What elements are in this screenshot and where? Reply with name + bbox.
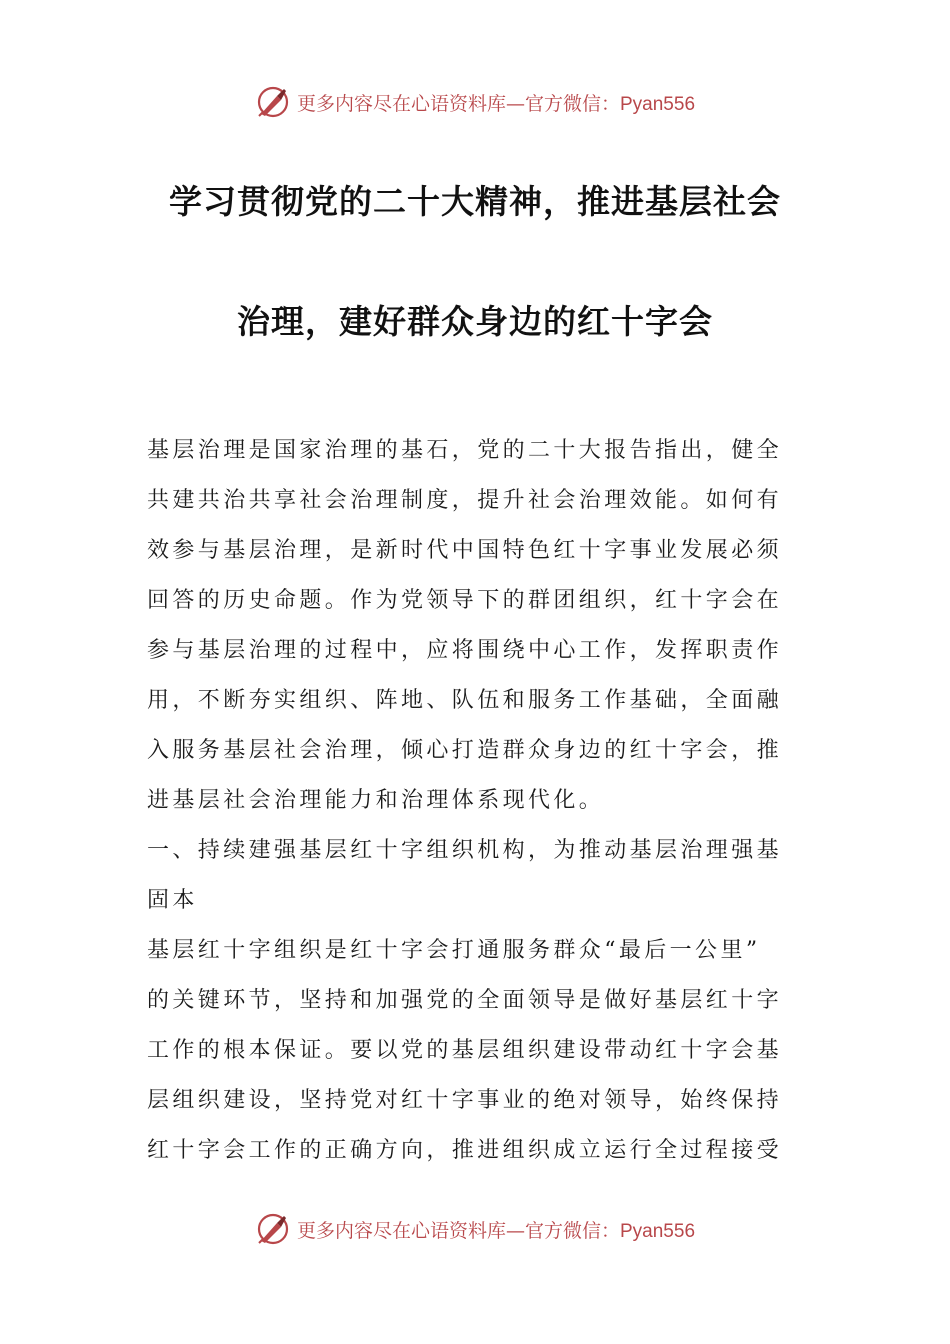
header-wechat-handle: Pyan556 [620, 93, 696, 115]
article-body [147, 426, 807, 1176]
body-line: 回答的历史命题。作为党领导下的群团组织，红十字会在 [147, 588, 783, 613]
page-title-line-2: 治理，建好群众身边的红十字会 [237, 302, 713, 341]
pen-logo-icon [255, 84, 291, 120]
header-watermark-text: 更多内容尽在心语资料库—官方微信：Pyan556 [296, 92, 696, 115]
body-line: 效参与基层治理，是新时代中国特色红十字事业发展必须 [147, 538, 783, 563]
footer-watermark-text: 更多内容尽在心语资料库—官方微信：Pyan556 [296, 1219, 696, 1242]
body-line: 基层红十字组织是红十字会打通服务群众“最后一公里” [147, 938, 761, 963]
header-watermark [0, 80, 950, 124]
page-title-line-1: 学习贯彻党的二十大精神，推进基层社会 [169, 182, 781, 221]
section-heading-line: 一、持续建强基层红十字组织机构，为推动基层治理强基 [147, 838, 783, 863]
body-line: 红十字会工作的正确方向，推进组织成立运行全过程接受 [147, 1138, 783, 1163]
body-line: 层组织建设，坚持党对红十字事业的绝对领导，始终保持 [147, 1088, 783, 1113]
body-line: 入服务基层社会治理，倾心打造群众身边的红十字会，推 [147, 738, 783, 763]
footer-watermark [0, 1207, 950, 1251]
body-line: 参与基层治理的过程中，应将围绕中心工作，发挥职责作 [147, 638, 783, 663]
body-line: 的关键环节，坚持和加强党的全面领导是做好基层红十字 [147, 988, 783, 1013]
body-line: 工作的根本保证。要以党的基层组织建设带动红十字会基 [147, 1038, 783, 1063]
body-line: 用，不断夯实组织、阵地、队伍和服务工作基础，全面融 [147, 688, 783, 713]
footer-wechat-handle: Pyan556 [620, 1220, 696, 1242]
body-line: 基层治理是国家治理的基石，党的二十大报告指出，健全 [147, 438, 783, 463]
section-heading-line: 固本 [147, 888, 198, 913]
pen-logo-icon [255, 1211, 291, 1247]
body-line: 共建共治共享社会治理制度，提升社会治理效能。如何有 [147, 488, 783, 513]
body-line: 进基层社会治理能力和治理体系现代化。 [147, 788, 605, 813]
